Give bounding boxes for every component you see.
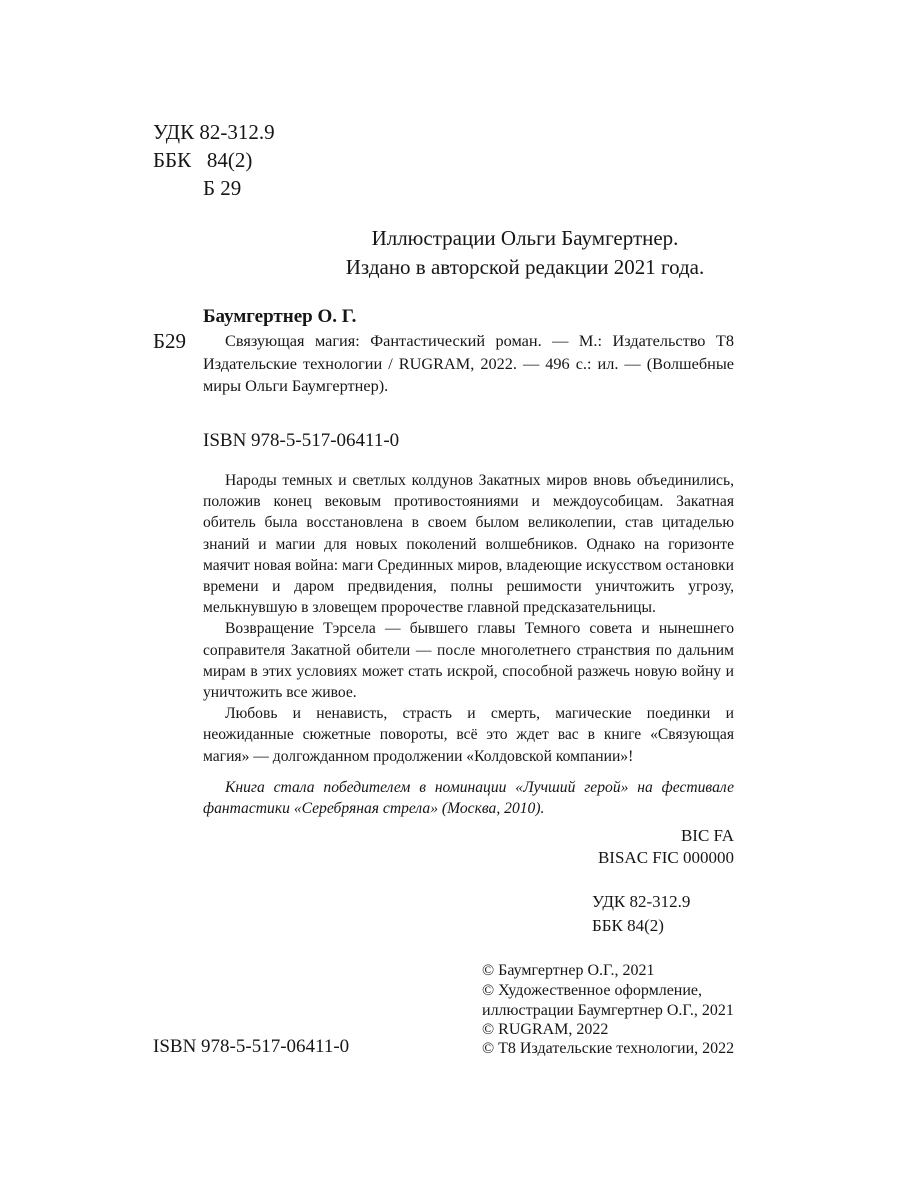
bbk-code-top: ББК 84(2) — [153, 148, 253, 172]
annotation-paragraph: Народы темных и светлых колдунов Закатных миров вновь объединились, положив конец вековым противостояниями и междоусобицам. Закатная обитель была восстановлена в своем былом великолепии, став цитаделью знаний и магии для новых поколений волшебников. Однако на горизонте маячит новая война: маги Срединных миров, владеющие искусством остановки времени и даром предвидения, полны решимости уничтожить угрозу, мелькнувшую в зловещем пророчестве главной предсказательницы. — [203, 472, 734, 617]
bisac-code: BISAC FIC 000000 — [597, 848, 734, 867]
bibliographic-description: Связующая магия: Фантастический роман. — М.: Издательство Т8 Издательские технологии / RUGRAM, 2022. — 496 с.: ил. — (Волшебные миры Ольги Баумгертнер). — [203, 331, 734, 395]
award-note — [203, 777, 734, 819]
copyright-line: © Т8 Издательские технологии, 2022 — [482, 1040, 735, 1057]
copyright-line: © Художественное оформление, — [482, 982, 703, 999]
udk-code-bottom: УДК 82-312.9 — [592, 892, 691, 911]
isbn-record: ISBN 978-5-517-06411-0 — [203, 430, 400, 451]
bbk-code-bottom: ББК 84(2) — [592, 916, 664, 935]
copyright-line: © Баумгертнер О.Г., 2021 — [482, 962, 655, 979]
bic-code: BIC FA — [680, 826, 734, 845]
copyright-line: иллюстрации Баумгертнер О.Г., 2021 — [482, 1002, 734, 1019]
award-text: Книга стала победителем в номинации «Лучший герой» на фестивале фантастики «Серебряная стрела» (Москва, 2010). — [203, 779, 734, 818]
author-heading: Баумгертнер О. Г. — [203, 306, 357, 327]
side-mark: Б29 — [153, 329, 187, 353]
isbn-footer: ISBN 978-5-517-06411-0 — [153, 1036, 350, 1057]
annotation-paragraph: Любовь и ненависть, страсть и смерть, магические поединки и неожиданные сюжетные повороты, всё это ждет вас в книге «Связующая магия» — долгожданном продолжении «Колдовской компании»! — [203, 705, 734, 765]
annotation-paragraph: Возвращение Тэрсела — бывшего главы Темного совета и нынешнего соправителя Закатной обители — после многолетнего странствия по дальним мирам в этих условиях может стать искрой, способной разжечь новую войну и уничтожить все живое. — [203, 620, 734, 702]
illustrations-note: Иллюстрации Ольги Баумгертнер. — [371, 226, 679, 250]
udk-code-top: УДК 82-312.9 — [153, 120, 275, 144]
annotation — [203, 470, 734, 767]
edition-note: Издано в авторской редакции 2021 года. — [345, 255, 705, 279]
copyright-line: © RUGRAM, 2022 — [482, 1021, 609, 1038]
author-mark: Б 29 — [203, 176, 242, 200]
